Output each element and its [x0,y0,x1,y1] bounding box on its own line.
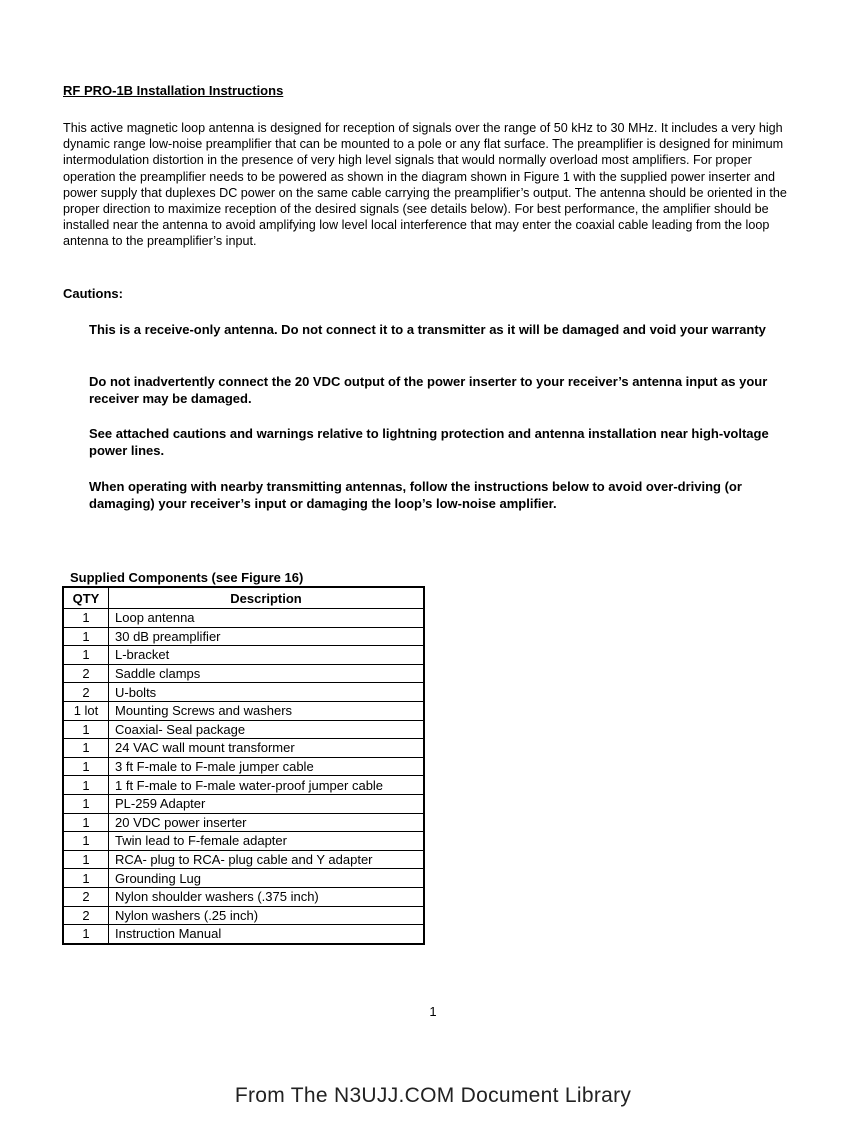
description-cell: 24 VAC wall mount transformer [109,739,425,758]
table-row [63,850,424,869]
qty-cell: 1 [63,832,109,851]
description-cell: 20 VDC power inserter [109,813,425,832]
description-cell: PL-259 Adapter [109,794,425,813]
qty-cell: 1 [63,609,109,628]
table-row [63,869,424,888]
description-cell: 3 ft F-male to F-male jumper cable [109,757,425,776]
cautions-heading: Cautions: [63,286,123,301]
qty-cell: 1 [63,739,109,758]
table-row [63,683,424,702]
components-table-caption: Supplied Components (see Figure 16) [70,570,304,585]
description-cell: 30 dB preamplifier [109,627,425,646]
qty-cell: 2 [63,683,109,702]
description-cell: Saddle clamps [109,664,425,683]
table-row [63,776,424,795]
description-cell: 1 ft F-male to F-male water-proof jumper cable [109,776,425,795]
table-row [63,925,424,944]
intro-paragraph: This active magnetic loop antenna is designed for reception of signals over the range of 50 kHz to 30 MHz. It includes a very high dynamic range low-noise preamplifier that can be mounted to a pole or any flat surface. The preamplifier is designed for minimum intermodulation distortion in the presence of very high level signals that would normally overload most amplifiers. For proper operation the preamplifier needs to be powered as shown in the diagram shown in Figure 1 with the supplied power inserter and power supply that duplexes DC power on the same cable carrying the preamplifier’s output. The antenna should be oriented in the proper direction to maximize reception of the desired signals (see details below). For best performance, the amplifier should be installed near the antenna to avoid amplifying low level local interference that may enter the coaxial cable leading from the loop antenna to the preamplifier’s input. [63,121,787,249]
qty-cell: 1 [63,776,109,795]
table-row [63,794,424,813]
library-footer: From The N3UJJ.COM Document Library [234,1084,632,1107]
table-row [63,757,424,776]
qty-cell: 1 [63,757,109,776]
qty-cell: 1 [63,850,109,869]
qty-cell: 1 [63,627,109,646]
components-table-body [63,609,424,944]
qty-cell: 1 [63,813,109,832]
table-row [63,906,424,925]
supplied-components-table [62,586,425,945]
qty-cell: 1 lot [63,701,109,720]
qty-header: QTY [63,587,109,609]
caution-receive-only: This is a receive-only antenna. Do not connect it to a transmitter as it will be damaged and void your warranty [89,322,766,337]
table-row [63,832,424,851]
description-cell: L-bracket [109,646,425,665]
caution-transmitting-antennas: When operating with nearby transmitting antennas, follow the instructions below to avoid over-driving (or damaging) your receiver’s input or damaging the loop’s low-noise amplifier. [89,479,742,511]
qty-cell: 1 [63,925,109,944]
table-row [63,627,424,646]
description-cell: Coaxial- Seal package [109,720,425,739]
table-row [63,887,424,906]
table-row [63,720,424,739]
qty-cell: 2 [63,906,109,925]
qty-cell: 2 [63,664,109,683]
qty-cell: 2 [63,887,109,906]
table-row [63,646,424,665]
description-header: Description [109,587,425,609]
table-row [63,664,424,683]
caution-lightning: See attached cautions and warnings relative to lightning protection and antenna installation near high-voltage power lines. [89,426,769,458]
page-number: 1 [429,1004,437,1019]
description-cell: Twin lead to F-female adapter [109,832,425,851]
description-cell: Nylon washers (.25 inch) [109,906,425,925]
description-cell: Mounting Screws and washers [109,701,425,720]
table-row [63,739,424,758]
description-cell: Grounding Lug [109,869,425,888]
description-cell: U-bolts [109,683,425,702]
description-cell: RCA- plug to RCA- plug cable and Y adapter [109,850,425,869]
document-title: RF PRO-1B Installation Instructions [63,83,284,98]
description-cell: Loop antenna [109,609,425,628]
description-cell: Nylon shoulder washers (.375 inch) [109,887,425,906]
table-header-row [63,587,424,609]
description-cell: Instruction Manual [109,925,425,944]
table-row [63,609,424,628]
qty-cell: 1 [63,794,109,813]
table-row [63,813,424,832]
qty-cell: 1 [63,869,109,888]
caution-power-inserter: Do not inadvertently connect the 20 VDC output of the power inserter to your receiver’s antenna input as your receiver may be damaged. [89,374,768,406]
table-row [63,701,424,720]
qty-cell: 1 [63,646,109,665]
qty-cell: 1 [63,720,109,739]
